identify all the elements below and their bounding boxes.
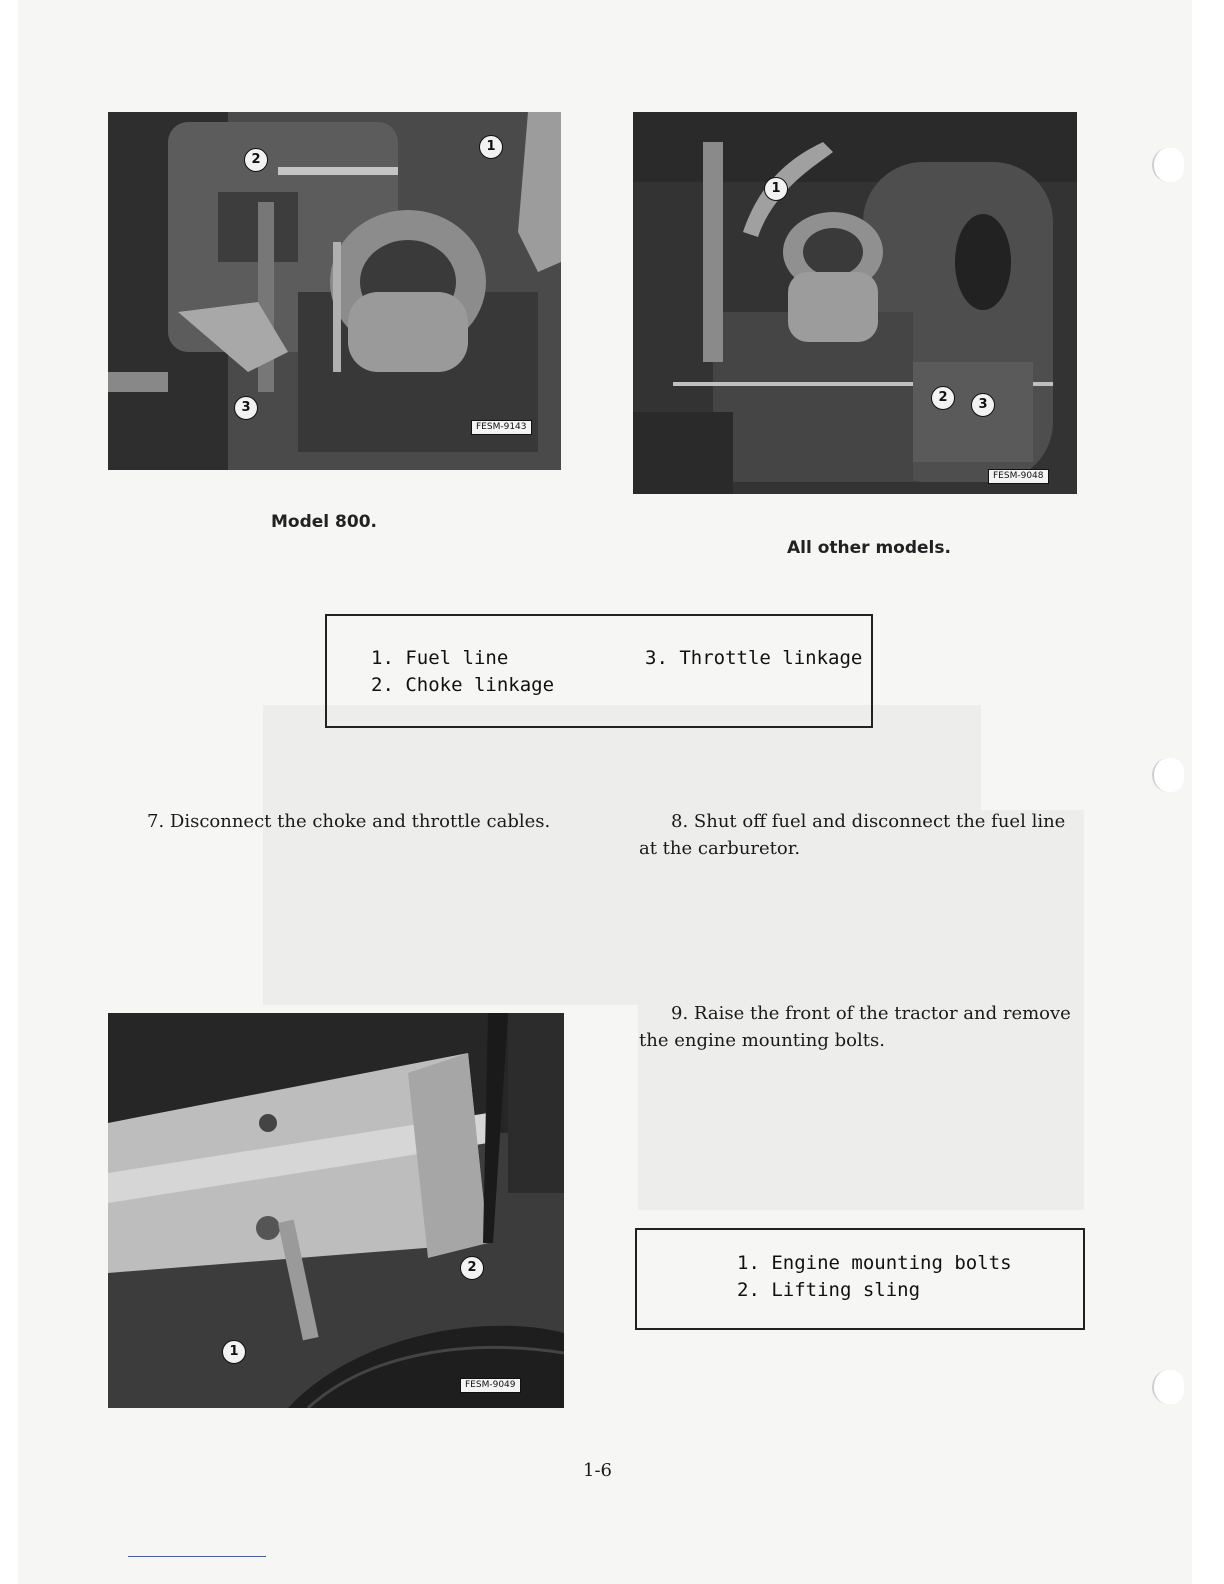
legend-item-engine-mounting-bolts: 1. Engine mounting bolts [737,1252,1012,1274]
callout-1: 1 [222,1340,246,1364]
callout-3: 3 [234,396,258,420]
callout-1: 1 [479,135,503,159]
legend-item-choke-linkage: 2. Choke linkage [371,674,555,696]
paper-edge [1192,0,1224,1584]
photo-carburetor-other-models [633,112,1077,494]
figure-tag: FESM-9049 [460,1378,521,1393]
callout-2: 2 [931,386,955,410]
callout-3: 3 [971,393,995,417]
legend-item-lifting-sling: 2. Lifting sling [737,1279,921,1301]
step-8-text: 8. Shut off fuel and disconnect the fuel line at the carburetor. [639,811,1066,859]
step-7-text: 7. Disconnect the choke and throttle cables. [147,811,551,832]
photo-engine-mounting [108,1013,564,1408]
figure-legend [635,1228,1085,1330]
step-9-text: 9. Raise the front of the tractor and remove the engine mounting bolts. [639,1003,1071,1051]
callout-2: 2 [460,1256,484,1280]
binder-hole [1152,758,1184,792]
page-number: 1-6 [583,1460,612,1481]
legend-item-throttle-linkage: 3. Throttle linkage [645,647,863,669]
callout-1: 1 [764,177,788,201]
callout-2: 2 [244,148,268,172]
binder-hole [1152,1370,1184,1404]
figure-tag: FESM-9048 [988,469,1049,484]
figure-legend [325,614,873,728]
binder-hole [1152,148,1184,182]
figure-tag: FESM-9143 [471,420,532,435]
figure-caption: All other models. [787,538,951,558]
legend-item-fuel-line: 1. Fuel line [371,647,509,669]
figure-caption: Model 800. [271,512,377,532]
photo-carburetor-model-800 [108,112,561,470]
footer-rule [128,1556,266,1557]
